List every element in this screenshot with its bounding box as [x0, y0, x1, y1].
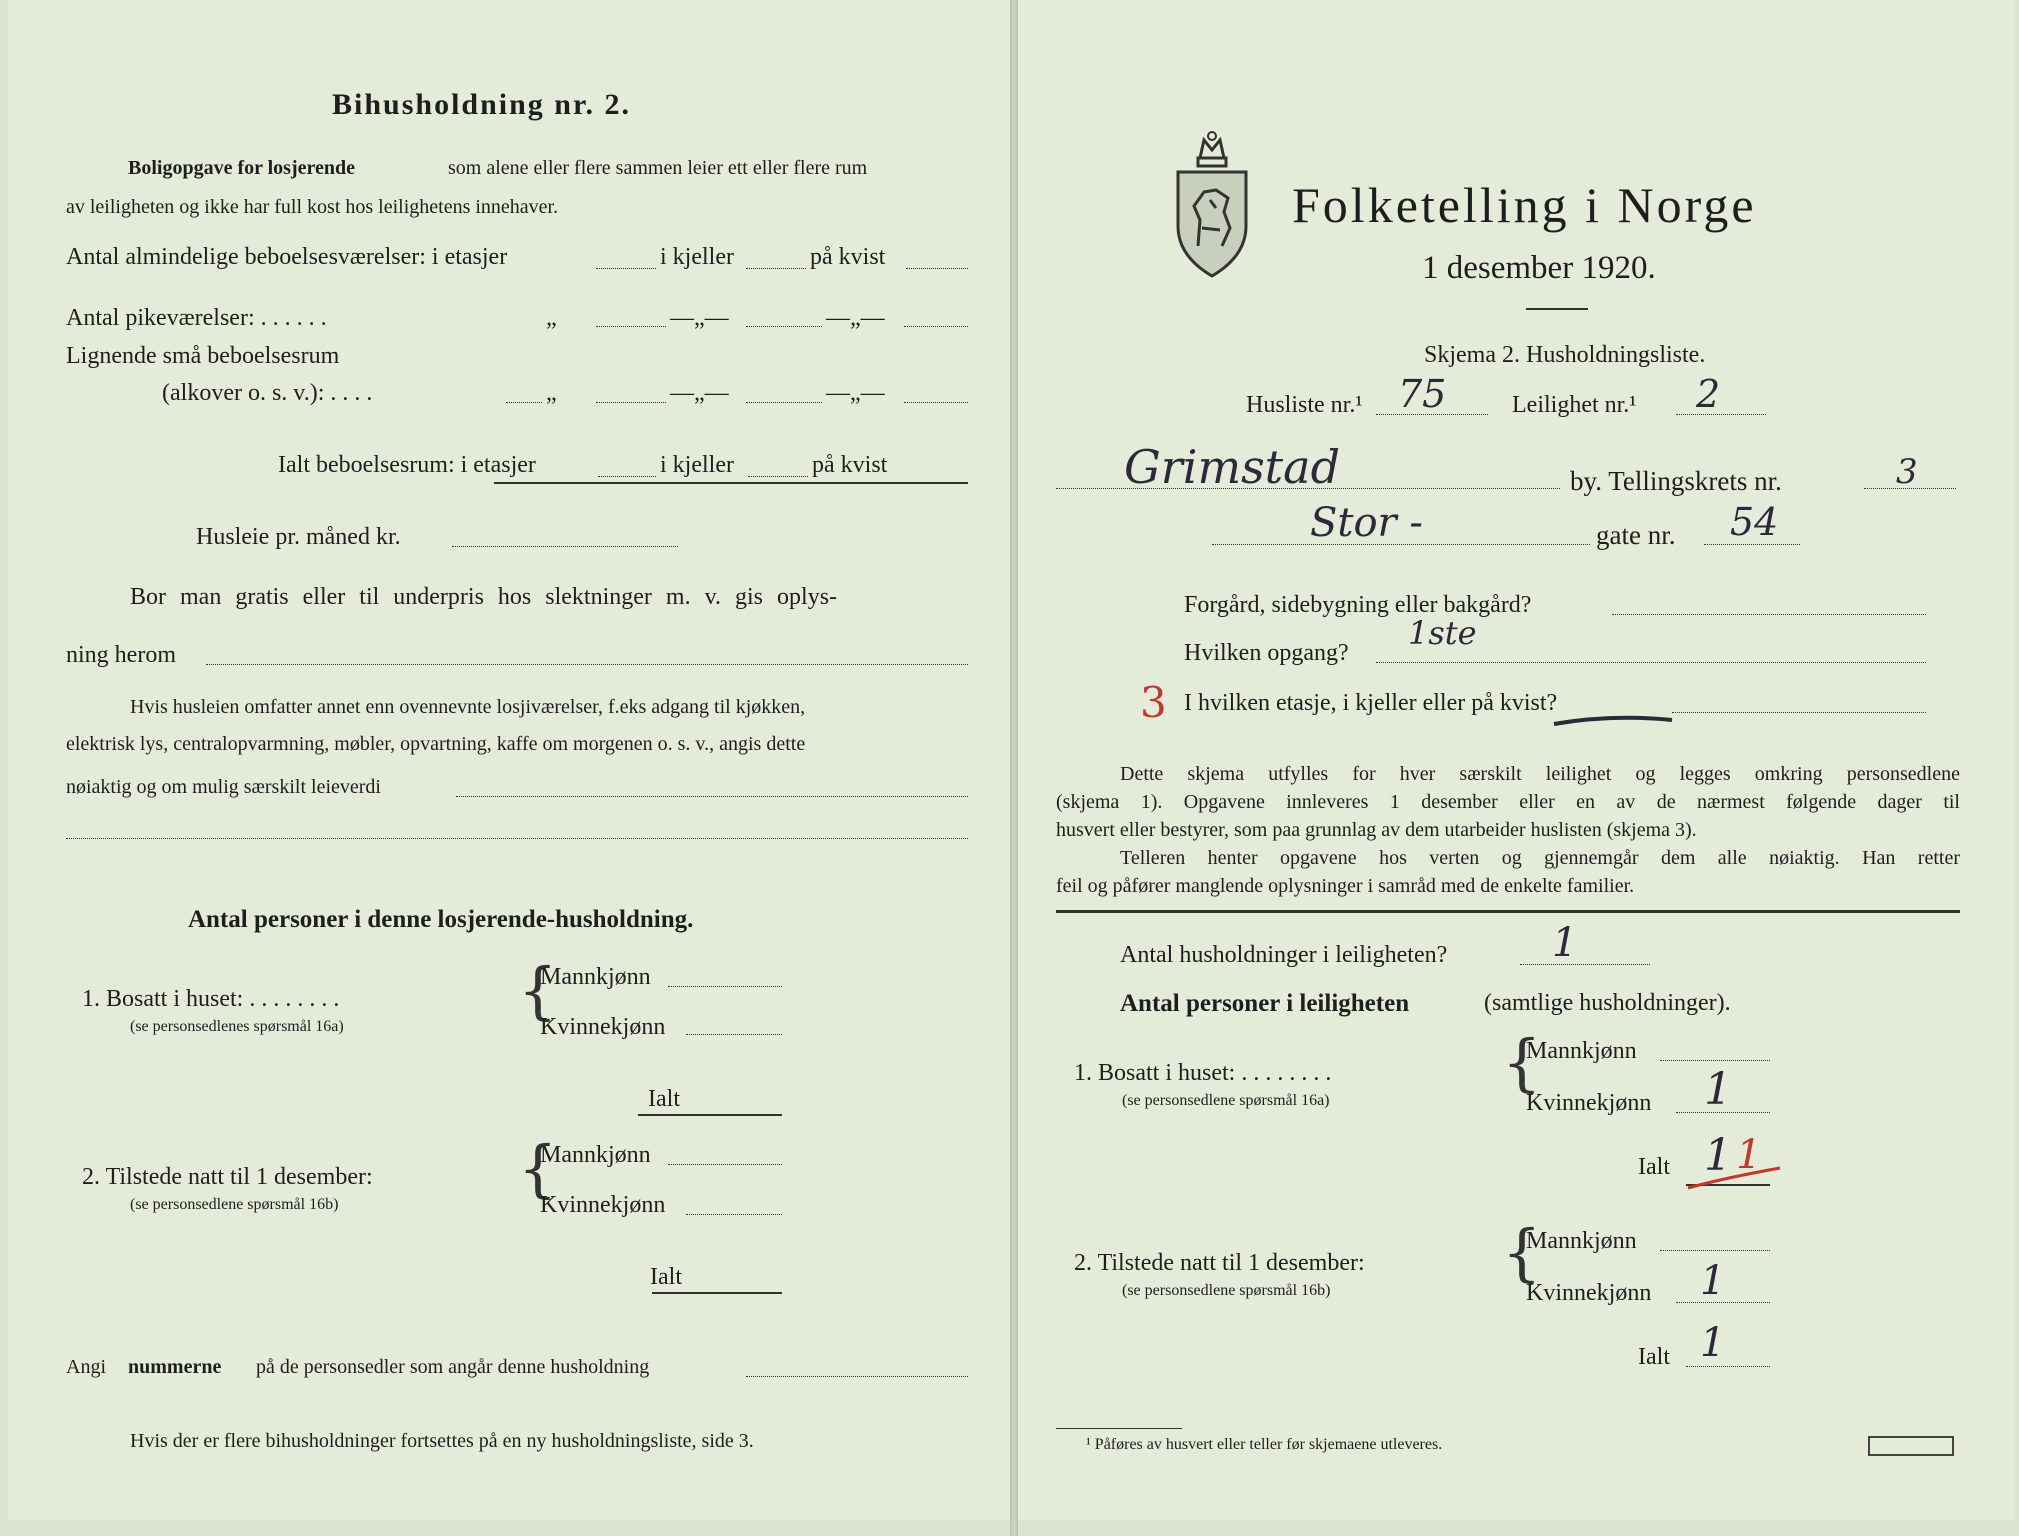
left-q2-female-label: Kvinnekjønn: [540, 1192, 666, 1218]
extras-field[interactable]: [456, 796, 968, 797]
info-line3: husvert eller bestyrer, som paa grunnlag av dem utarbeider huslisten (skjema 3).: [1056, 819, 1697, 841]
maid-rooms-attic-field[interactable]: [904, 326, 968, 327]
extras-line1: Hvis husleien omfatter annet enn ovennevnte losjiværelser, f.eks adgang til kjøkken,: [130, 696, 806, 718]
opgang-value: 1ste: [1408, 614, 1477, 652]
right-q2-brace: {: [1502, 1216, 1542, 1289]
small-rooms-attic-field[interactable]: [904, 402, 968, 403]
etasje-question: I hvilken etasje, i kjeller eller på kvist?: [1184, 690, 1558, 716]
forgard-question: Forgård, sidebygning eller bakgård?: [1184, 592, 1532, 618]
right-q2-male-field[interactable]: [1660, 1250, 1770, 1251]
right-q2-total-value: 1: [1700, 1320, 1726, 1366]
rent-field[interactable]: [452, 546, 678, 547]
left-q2-sub: (se personsedlene spørsmål 16b): [130, 1196, 339, 1213]
right-q1-total-label: Ialt: [1638, 1154, 1670, 1180]
small-rooms-etasjer-field[interactable]: [596, 402, 666, 403]
footnote-rule: [1056, 1428, 1182, 1429]
husliste-value: 75: [1398, 372, 1447, 416]
maid-dash-1: —„—: [670, 305, 729, 331]
etasje-field[interactable]: [1672, 712, 1926, 713]
rooms-attic-field[interactable]: [906, 268, 968, 269]
krets-value: 3: [1896, 452, 1918, 492]
husliste-label: Husliste nr.¹: [1246, 392, 1363, 418]
right-q1-male-label: Mannkjønn: [1526, 1038, 1637, 1064]
left-page: [8, 0, 1010, 1520]
forgard-field[interactable]: [1612, 614, 1926, 615]
total-rooms-label: Ialt beboelsesrum: i etasjer: [278, 452, 536, 478]
numbers-post: på de personsedler som angår denne husholdning: [256, 1356, 650, 1378]
total-rooms-rule: [494, 482, 968, 484]
small-ditto: „: [546, 380, 557, 406]
maid-dash-2: —„—: [826, 305, 885, 331]
leilighet-field[interactable]: [1676, 414, 1766, 415]
left-q2-female-field[interactable]: [686, 1214, 782, 1215]
opgang-question: Hvilken opgang?: [1184, 640, 1349, 666]
left-q1-female-field[interactable]: [686, 1034, 782, 1035]
printer-stamp: [1868, 1436, 1954, 1456]
numbers-pre: Angi: [66, 1356, 106, 1378]
extras-field-2[interactable]: [66, 838, 968, 839]
right-date: 1 desember 1920.: [1422, 250, 1656, 286]
left-q2-label: 2. Tilstede natt til 1 desember:: [82, 1164, 373, 1190]
title-rule: [1526, 308, 1588, 310]
right-q1-male-field[interactable]: [1660, 1060, 1770, 1061]
right-persons-rest: (samtlige husholdninger).: [1484, 990, 1731, 1016]
right-q2-label: 2. Tilstede natt til 1 desember:: [1074, 1250, 1365, 1276]
right-q2-total-label: Ialt: [1638, 1344, 1670, 1370]
left-q1-total-label: Ialt: [648, 1086, 680, 1112]
intro-bold: Boligopgave for losjerende: [128, 157, 356, 179]
right-q1-female-label: Kvinnekjønn: [1526, 1090, 1652, 1116]
left-q2-total-label: Ialt: [650, 1264, 682, 1290]
schema-label: Skjema 2. Husholdningsliste.: [1424, 342, 1706, 368]
total-rooms-etasjer-field[interactable]: [598, 476, 656, 477]
left-q2-brace: {: [518, 1132, 558, 1205]
leilighet-label: Leilighet nr.¹: [1512, 392, 1637, 418]
right-q2-male-label: Mannkjønn: [1526, 1228, 1637, 1254]
red-check-mark: [1684, 1164, 1784, 1194]
info-rule: [1056, 910, 1960, 913]
city-value: Grimstad: [1124, 440, 1341, 494]
extras-line3: nøiaktig og om mulig særskilt leieverdi: [66, 776, 381, 798]
by-label: by. Tellingskrets nr.: [1570, 466, 1782, 496]
info-line4: Telleren henter opgavene hos verten og gjennemgår dem alle nøiaktig. Han retter: [1120, 847, 1960, 869]
left-q1-sub: (se personsedlenes spørsmål 16a): [130, 1018, 344, 1035]
maid-rooms-etasjer-field[interactable]: [596, 326, 666, 327]
total-rooms-cellar-field[interactable]: [748, 476, 808, 477]
households-value: 1: [1552, 920, 1578, 966]
info-paragraph: [1056, 760, 1960, 900]
etasje-value: 3: [1140, 678, 1167, 727]
right-persons-bold: Antal personer i leiligheten: [1120, 990, 1410, 1017]
left-q1-male-label: Mannkjønn: [540, 964, 651, 990]
households-field[interactable]: [1520, 964, 1650, 965]
small-rooms-cellar-field[interactable]: [746, 402, 822, 403]
info-line2: (skjema 1). Opgavene innleveres 1 desember eller en av de nærmest følgende dager til: [1056, 791, 1960, 813]
intro-line2: av leiligheten og ikke har full kost hos leilighetens innehaver.: [66, 196, 559, 218]
rent-label: Husleie pr. måned kr.: [196, 524, 401, 550]
left-q1-label: 1. Bosatt i huset: . . . . . . . .: [82, 986, 340, 1012]
norwegian-coat-of-arms-icon: [1170, 128, 1254, 278]
left-q1-female-label: Kvinnekjønn: [540, 1014, 666, 1040]
footnote: ¹ Påføres av husvert eller teller før skjemaene utleveres.: [1086, 1436, 1443, 1453]
households-label: Antal husholdninger i leiligheten?: [1120, 942, 1448, 968]
maid-rooms-cellar-field[interactable]: [746, 326, 822, 327]
free-line2: ning herom: [66, 642, 176, 668]
rooms-cellar-label: i kjeller: [660, 244, 734, 270]
free-line1: Bor man gratis eller til underpris hos slektninger m. v. gis oplys-: [130, 584, 838, 610]
left-footer: Hvis der er flere bihusholdninger fortsettes på en ny husholdningsliste, side 3.: [130, 1430, 754, 1452]
small-dash-2: —„—: [826, 380, 885, 406]
left-q2-male-field[interactable]: [668, 1164, 782, 1165]
total-attic-label: på kvist: [812, 452, 888, 478]
right-q1-female-value: 1: [1704, 1064, 1732, 1115]
left-q1-total-field[interactable]: [638, 1114, 782, 1116]
maid-rooms-label: Antal pikeværelser: . . . . . .: [66, 305, 327, 331]
right-q2-female-label: Kvinnekjønn: [1526, 1280, 1652, 1306]
rooms-label: Antal almindelige beboelsesværelser: i etasjer: [66, 244, 508, 270]
right-q1-total-check: 1: [1736, 1132, 1762, 1178]
intro-line1: som alene eller flere sammen leier ett eller flere rum: [448, 157, 868, 179]
rooms-attic-label: på kvist: [810, 244, 886, 270]
left-title: Bihusholdning nr. 2.: [332, 88, 632, 121]
rooms-etasjer-field[interactable]: [596, 268, 656, 269]
info-line5: feil og påfører manglende oplysninger i samråd med de enkelte familier.: [1056, 875, 1635, 897]
info-line1: Dette skjema utfylles for hver særskilt leilighet og legges omkring personsedlene: [1120, 763, 1960, 785]
numbers-field[interactable]: [746, 1376, 968, 1377]
right-q2-total-field[interactable]: [1686, 1366, 1770, 1367]
page-fold: [1010, 0, 1018, 1536]
right-q1-sub: (se personsedlene spørsmål 16a): [1122, 1092, 1330, 1109]
street-value: Stor -: [1310, 500, 1423, 546]
left-q1-male-field[interactable]: [668, 986, 782, 987]
gate-label: gate nr.: [1596, 520, 1676, 550]
extras-line2: elektrisk lys, centralopvarmning, møbler, opvartning, kaffe om morgenen o. s. v., angis dette: [66, 733, 806, 755]
right-q2-female-value: 1: [1700, 1258, 1726, 1304]
left-q2-male-label: Mannkjønn: [540, 1142, 651, 1168]
left-q2-total-field[interactable]: [652, 1292, 782, 1294]
right-q1-brace: {: [1502, 1026, 1542, 1099]
opgang-field[interactable]: [1376, 662, 1926, 663]
right-q1-total-value: 1: [1704, 1130, 1732, 1181]
gate-field[interactable]: [1704, 544, 1800, 545]
free-field[interactable]: [206, 664, 968, 665]
left-persons-heading: Antal personer i denne losjerende-husholdning.: [188, 906, 694, 933]
small-rooms-label2: (alkover o. s. v.): . . . .: [162, 380, 373, 406]
maid-ditto: „: [546, 305, 557, 331]
small-rooms-label1: Lignende små beboelsesrum: [66, 343, 340, 369]
right-q1-label: 1. Bosatt i huset: . . . . . . . .: [1074, 1060, 1332, 1086]
small-dash-1: —„—: [670, 380, 729, 406]
total-cellar-label: i kjeller: [660, 452, 734, 478]
numbers-bold: nummerne: [128, 1356, 222, 1378]
pa-kvist-underline-mark: [1552, 712, 1676, 730]
small-rooms-lead: [506, 402, 542, 403]
left-q1-brace: {: [518, 954, 558, 1027]
gate-value: 54: [1730, 500, 1779, 544]
right-q2-sub: (se personsedlene spørsmål 16b): [1122, 1282, 1331, 1299]
leilighet-value: 2: [1696, 372, 1721, 416]
rooms-cellar-field[interactable]: [746, 268, 806, 269]
right-title: Folketelling i Norge: [1292, 177, 1757, 233]
